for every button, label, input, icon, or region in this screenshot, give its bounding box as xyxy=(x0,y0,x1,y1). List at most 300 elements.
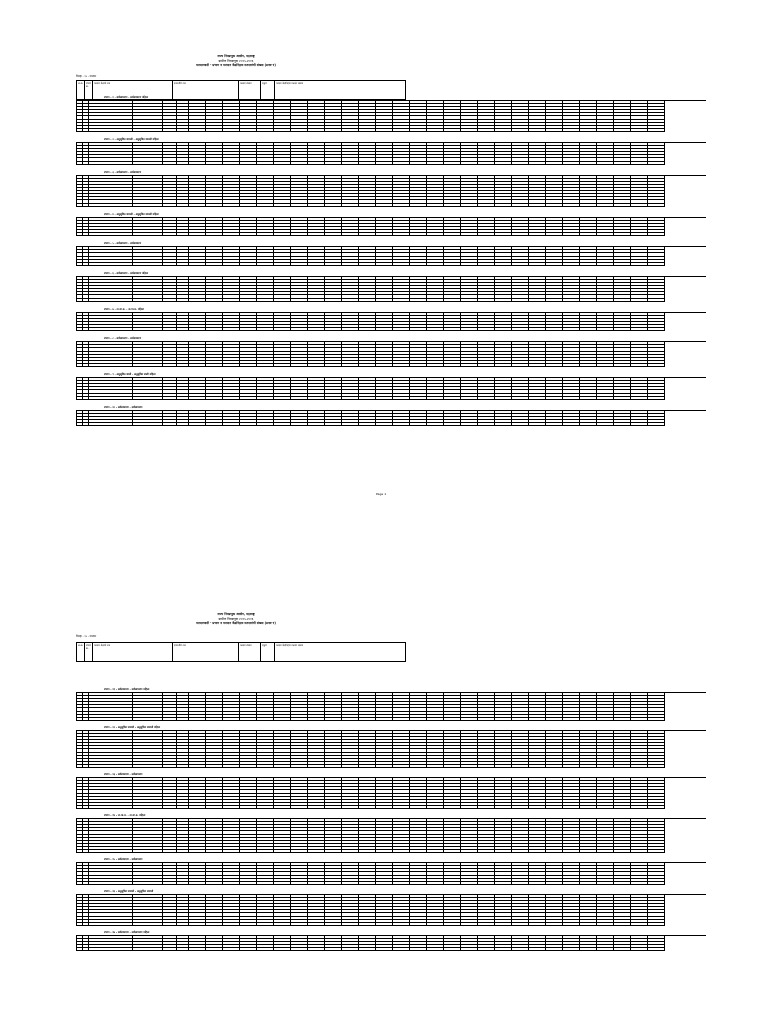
table-row xyxy=(77,948,706,951)
ward-table xyxy=(76,276,706,302)
table-cell xyxy=(163,806,177,809)
ward-block-title: प्रभाग - १२ - अनुसूचित जमाती - अनुसूचित जमाती महिला xyxy=(104,725,161,729)
ward-table xyxy=(76,818,706,853)
table-cell xyxy=(495,328,512,331)
table-cell xyxy=(189,263,206,266)
table-cell xyxy=(631,204,648,207)
table-cell xyxy=(393,233,410,236)
table-cell xyxy=(163,948,177,951)
table-cell xyxy=(308,423,325,426)
table-row xyxy=(77,364,706,367)
table-cell xyxy=(478,364,495,367)
ward-block-title: प्रभाग - २ - अनुसूचित जमाती - अनुसूचित जमाती महिला xyxy=(104,138,159,141)
table-cell xyxy=(376,162,393,165)
table-cell xyxy=(631,923,648,926)
table-cell xyxy=(580,299,597,302)
table-cell xyxy=(325,299,342,302)
table-cell xyxy=(177,397,189,400)
table-cell xyxy=(325,129,342,132)
table-cell xyxy=(359,923,376,926)
table-cell xyxy=(631,850,648,853)
table-cell xyxy=(631,233,648,236)
table-cell xyxy=(546,882,563,885)
table-cell xyxy=(393,423,410,426)
table-cell xyxy=(133,948,163,951)
table-cell xyxy=(189,923,206,926)
table-cell xyxy=(163,299,177,302)
table-cell xyxy=(291,806,308,809)
table-cell xyxy=(478,204,495,207)
table-cell xyxy=(614,718,631,721)
table-cell xyxy=(546,263,563,266)
table-cell xyxy=(257,204,274,207)
table-cell xyxy=(597,397,614,400)
table-cell xyxy=(546,948,563,951)
table-cell xyxy=(223,299,240,302)
table-cell xyxy=(274,423,291,426)
table-cell xyxy=(529,882,546,885)
table-cell xyxy=(359,364,376,367)
table-cell xyxy=(648,204,665,207)
table-cell xyxy=(291,765,308,768)
table-cell xyxy=(563,718,580,721)
table-cell xyxy=(512,328,529,331)
table-cell xyxy=(461,882,478,885)
table-cell xyxy=(359,129,376,132)
table-cell xyxy=(410,233,427,236)
table-cell xyxy=(133,328,163,331)
header-title-2: ग्रामीण निवडणूक २०१५-२०१६ xyxy=(218,616,254,621)
ward-block-title: प्रभाग - ८ - सर्वसाधारण - सर्वसाधारण xyxy=(104,337,142,341)
table-cell xyxy=(393,299,410,302)
table-cell xyxy=(478,233,495,236)
column-header: मतदार संख्या xyxy=(239,81,261,99)
table-cell xyxy=(478,948,495,951)
table-cell xyxy=(342,364,359,367)
column-header: मतदार केंद्रनिहाय मतदार संख्या xyxy=(276,644,303,647)
table-cell xyxy=(240,204,257,207)
table-cell xyxy=(308,204,325,207)
table-cell xyxy=(444,204,461,207)
table-cell xyxy=(495,204,512,207)
table-cell xyxy=(444,129,461,132)
table-cell xyxy=(133,233,163,236)
table-cell xyxy=(89,850,133,853)
ward-block-title: प्रभाग - ५ - सर्वसाधारण - सर्वसाधारण xyxy=(104,242,142,246)
ward-block xyxy=(76,931,706,951)
table-cell xyxy=(631,364,648,367)
table-cell xyxy=(631,765,648,768)
table-cell xyxy=(291,162,308,165)
table-cell xyxy=(563,299,580,302)
ward-table xyxy=(76,246,706,266)
table-cell xyxy=(495,850,512,853)
table-cell xyxy=(240,129,257,132)
table-cell xyxy=(631,299,648,302)
table-cell xyxy=(189,423,206,426)
header-title-1: राज्य निवडणूक आयोग, महाराष्ट्र xyxy=(217,54,255,58)
table-cell xyxy=(342,204,359,207)
table-cell xyxy=(597,948,614,951)
table-cell xyxy=(529,162,546,165)
column-header: मतदार केंद्रनिहाय मतदार संख्या xyxy=(276,82,303,85)
table-cell xyxy=(614,204,631,207)
table-cell xyxy=(648,299,665,302)
table-cell xyxy=(89,948,133,951)
table-cell xyxy=(223,162,240,165)
table-cell xyxy=(376,204,393,207)
table-cell xyxy=(274,204,291,207)
table-cell xyxy=(240,423,257,426)
table-cell xyxy=(393,806,410,809)
table-cell xyxy=(291,129,308,132)
table-cell xyxy=(240,162,257,165)
table-cell xyxy=(325,850,342,853)
table-cell xyxy=(614,882,631,885)
table-cell xyxy=(614,162,631,165)
table-cell xyxy=(529,850,546,853)
table-cell xyxy=(89,718,133,721)
table-cell xyxy=(177,204,189,207)
table-row xyxy=(77,204,706,207)
table-cell xyxy=(133,162,163,165)
table-cell xyxy=(427,299,444,302)
table-cell xyxy=(529,328,546,331)
table-row xyxy=(77,233,706,236)
table-cell xyxy=(614,765,631,768)
table-cell xyxy=(461,718,478,721)
table-cell xyxy=(206,162,223,165)
table-cell xyxy=(427,923,444,926)
table-cell xyxy=(427,423,444,426)
table-cell xyxy=(206,129,223,132)
table-cell xyxy=(580,882,597,885)
table-cell xyxy=(512,364,529,367)
table-cell xyxy=(597,129,614,132)
table-cell xyxy=(393,882,410,885)
table-cell xyxy=(580,806,597,809)
table-cell xyxy=(89,263,133,266)
table-cell xyxy=(274,162,291,165)
table-cell xyxy=(177,765,189,768)
table-cell xyxy=(89,129,133,132)
table-cell xyxy=(512,204,529,207)
table-cell xyxy=(274,923,291,926)
ward-block xyxy=(76,890,706,926)
header-title-3: मतदारयादी - प्रभाग व मतदान केंद्रनिहाय मतदारांची संख्या (प्रपत्र-१) xyxy=(196,621,276,625)
table-cell xyxy=(495,299,512,302)
table-cell xyxy=(291,423,308,426)
ward-block xyxy=(76,406,706,426)
table-cell xyxy=(206,204,223,207)
table-cell xyxy=(597,718,614,721)
ward-block-title: प्रभाग - १ - सर्वसाधारण - सर्वसाधारण महिला xyxy=(104,96,149,99)
table-row xyxy=(77,162,706,165)
table-cell xyxy=(291,364,308,367)
table-cell xyxy=(631,882,648,885)
table-cell xyxy=(308,806,325,809)
table-cell xyxy=(478,850,495,853)
table-cell xyxy=(325,923,342,926)
table-cell xyxy=(189,233,206,236)
table-cell xyxy=(274,233,291,236)
table-cell xyxy=(529,923,546,926)
table-cell xyxy=(163,364,177,367)
table-cell xyxy=(410,718,427,721)
table-cell xyxy=(308,233,325,236)
table-cell xyxy=(274,718,291,721)
table-cell xyxy=(133,882,163,885)
table-cell xyxy=(427,162,444,165)
table-cell xyxy=(376,423,393,426)
table-cell xyxy=(133,765,163,768)
table-cell xyxy=(342,850,359,853)
table-cell xyxy=(512,263,529,266)
column-header: मतदान केंद्राचे नाव xyxy=(93,81,173,99)
table-cell xyxy=(240,882,257,885)
table-cell xyxy=(163,765,177,768)
table-cell xyxy=(597,423,614,426)
table-cell xyxy=(342,882,359,885)
table-cell xyxy=(512,423,529,426)
table-cell xyxy=(163,882,177,885)
table-cell xyxy=(133,204,163,207)
table-cell xyxy=(410,204,427,207)
table-cell xyxy=(240,923,257,926)
table-cell xyxy=(223,423,240,426)
table-cell xyxy=(495,948,512,951)
table-cell xyxy=(257,923,274,926)
table-cell xyxy=(563,765,580,768)
table-cell xyxy=(133,364,163,367)
table-cell xyxy=(274,328,291,331)
table-cell xyxy=(529,129,546,132)
table-cell xyxy=(529,948,546,951)
table-cell xyxy=(529,233,546,236)
table-cell xyxy=(461,162,478,165)
ward-block-title: प्रभाग - १६ - अनुसूचित जमाती - अनुसूचित जमाती xyxy=(104,889,154,893)
table-cell xyxy=(444,718,461,721)
table-cell xyxy=(512,765,529,768)
table-cell xyxy=(240,263,257,266)
table-cell xyxy=(189,765,206,768)
table-cell xyxy=(359,806,376,809)
table-cell xyxy=(478,423,495,426)
table-cell xyxy=(478,129,495,132)
table-cell xyxy=(274,850,291,853)
table-cell xyxy=(614,263,631,266)
table-cell xyxy=(133,299,163,302)
table-cell xyxy=(393,765,410,768)
ward-block xyxy=(76,213,706,237)
table-cell xyxy=(240,765,257,768)
table-cell xyxy=(206,233,223,236)
table-cell xyxy=(274,948,291,951)
table-cell xyxy=(291,299,308,302)
table-cell xyxy=(529,765,546,768)
table-cell xyxy=(631,397,648,400)
table-cell xyxy=(461,299,478,302)
ward-table xyxy=(76,410,706,426)
ward-block xyxy=(76,773,706,809)
ward-block xyxy=(76,96,706,132)
ward-table xyxy=(76,217,706,237)
table-cell xyxy=(376,948,393,951)
table-cell xyxy=(597,204,614,207)
table-cell xyxy=(257,397,274,400)
table-row xyxy=(77,299,706,302)
table-cell xyxy=(223,923,240,926)
table-cell xyxy=(461,806,478,809)
table-cell xyxy=(546,299,563,302)
table-cell xyxy=(376,263,393,266)
table-cell xyxy=(257,765,274,768)
ward-block-title: प्रभाग - ३ - सर्वसाधारण - सर्वसाधारण xyxy=(104,170,142,174)
table-cell xyxy=(461,129,478,132)
table-cell xyxy=(614,423,631,426)
table-cell xyxy=(546,364,563,367)
table-cell xyxy=(257,233,274,236)
table-cell xyxy=(376,718,393,721)
table-cell xyxy=(189,364,206,367)
table-cell xyxy=(495,923,512,926)
table-cell xyxy=(614,923,631,926)
table-cell xyxy=(529,718,546,721)
table-cell xyxy=(597,162,614,165)
table-row xyxy=(77,923,706,926)
table-cell xyxy=(223,948,240,951)
table-cell xyxy=(461,204,478,207)
table-row xyxy=(77,765,706,768)
table-cell xyxy=(648,765,665,768)
table-row xyxy=(77,423,706,426)
table-cell xyxy=(461,923,478,926)
page-2-content xyxy=(56,512,716,1024)
table-cell xyxy=(631,806,648,809)
table-cell xyxy=(257,263,274,266)
table-cell xyxy=(206,299,223,302)
table-cell xyxy=(177,263,189,266)
table-cell xyxy=(597,923,614,926)
table-cell xyxy=(359,328,376,331)
table-cell xyxy=(189,299,206,302)
table-cell xyxy=(291,233,308,236)
ward-block xyxy=(76,726,706,768)
table-cell xyxy=(325,162,342,165)
table-cell xyxy=(580,948,597,951)
table-cell xyxy=(291,850,308,853)
table-cell xyxy=(206,397,223,400)
table-cell xyxy=(614,299,631,302)
column-header: एकूण xyxy=(261,643,275,661)
table-cell xyxy=(291,718,308,721)
ward-block xyxy=(76,242,706,266)
table-cell xyxy=(495,718,512,721)
table-cell xyxy=(223,718,240,721)
ward-table xyxy=(76,312,706,332)
table-cell xyxy=(410,923,427,926)
table-cell xyxy=(308,129,325,132)
table-cell xyxy=(529,806,546,809)
ward-block xyxy=(76,171,706,207)
table-row xyxy=(77,397,706,400)
table-cell xyxy=(563,204,580,207)
table-cell xyxy=(274,397,291,400)
table-cell xyxy=(546,129,563,132)
column-header: इमारतीचे नाव xyxy=(173,643,239,661)
table-cell xyxy=(342,162,359,165)
ward-block xyxy=(76,688,706,721)
ward-block xyxy=(76,814,706,853)
table-cell xyxy=(240,397,257,400)
table-cell xyxy=(189,948,206,951)
table-cell xyxy=(614,397,631,400)
table-cell xyxy=(461,397,478,400)
table-cell xyxy=(163,328,177,331)
table-cell xyxy=(580,364,597,367)
table-cell xyxy=(614,364,631,367)
table-cell xyxy=(325,806,342,809)
table-cell xyxy=(444,233,461,236)
table-cell xyxy=(291,882,308,885)
ward-block-title: प्रभाग - १७ - सर्वसाधारण - सर्वसाधारण महिला xyxy=(104,930,150,934)
table-cell xyxy=(133,129,163,132)
table-cell xyxy=(342,233,359,236)
table-cell xyxy=(461,263,478,266)
table-cell xyxy=(495,806,512,809)
table-cell xyxy=(163,397,177,400)
table-cell xyxy=(563,328,580,331)
table-cell xyxy=(240,233,257,236)
page-1-content xyxy=(56,0,716,512)
table-cell xyxy=(546,162,563,165)
table-cell xyxy=(410,423,427,426)
table-cell xyxy=(563,263,580,266)
table-cell xyxy=(495,765,512,768)
table-cell xyxy=(342,923,359,926)
table-cell xyxy=(563,423,580,426)
column-header: प्रभाग क्र. xyxy=(85,81,93,99)
table-cell xyxy=(648,923,665,926)
table-cell xyxy=(274,129,291,132)
ward-table xyxy=(76,935,706,951)
table-cell xyxy=(546,397,563,400)
ward-table xyxy=(76,142,706,165)
table-cell xyxy=(274,882,291,885)
table-cell xyxy=(461,765,478,768)
table-cell xyxy=(427,204,444,207)
table-cell xyxy=(478,765,495,768)
table-row xyxy=(77,718,706,721)
table-cell xyxy=(478,328,495,331)
table-cell xyxy=(631,948,648,951)
table-cell xyxy=(189,328,206,331)
table-cell xyxy=(342,397,359,400)
table-cell xyxy=(308,299,325,302)
table-cell xyxy=(189,129,206,132)
table-cell xyxy=(648,397,665,400)
table-cell xyxy=(163,129,177,132)
table-cell xyxy=(240,299,257,302)
table-cell xyxy=(410,948,427,951)
table-cell xyxy=(648,129,665,132)
table-cell xyxy=(376,850,393,853)
table-cell xyxy=(342,299,359,302)
table-cell xyxy=(206,765,223,768)
ward-table xyxy=(76,692,706,721)
table-cell xyxy=(529,423,546,426)
table-cell xyxy=(393,948,410,951)
